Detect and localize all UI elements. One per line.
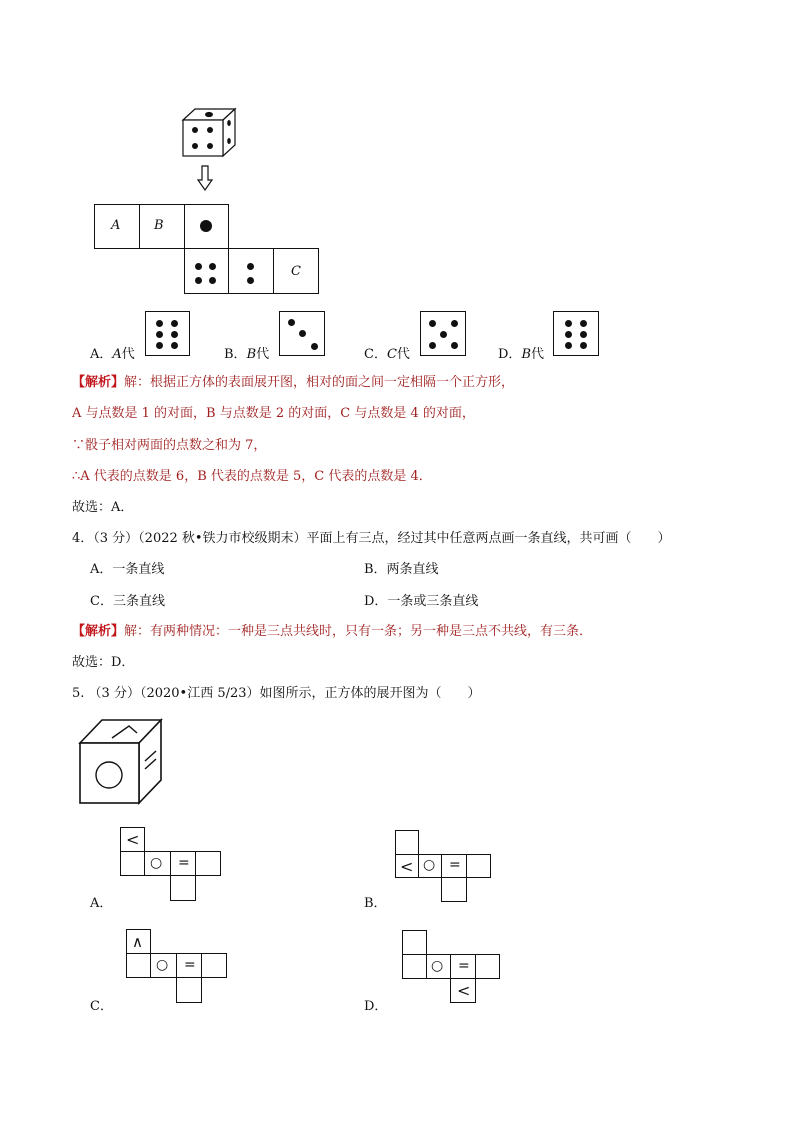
analysis-tag: 【解析】 — [72, 624, 125, 639]
pip — [565, 320, 572, 327]
pip — [209, 263, 216, 270]
pip — [429, 320, 436, 327]
pip — [580, 320, 587, 327]
net-square — [150, 953, 177, 978]
die-face-five — [420, 311, 466, 356]
net-square — [201, 953, 227, 978]
q4-option-b[interactable]: B．两条直线 — [364, 562, 439, 577]
net-face-one-dot — [184, 204, 229, 249]
pip — [288, 319, 295, 326]
net-square — [395, 854, 419, 878]
q3-analysis-line-4: ∴A 代表的点数是 6，B 代表的点数是 5，C 代表的点数是 4． — [72, 469, 432, 484]
q4-option-d[interactable]: D．一条或三条直线 — [364, 594, 479, 609]
pip — [195, 277, 202, 284]
dice-cube-illustration — [182, 108, 238, 158]
pip — [171, 342, 178, 349]
pip — [429, 342, 436, 349]
q5-option-c-label[interactable]: C． — [90, 999, 113, 1014]
pip — [580, 331, 587, 338]
net-square — [441, 877, 467, 902]
net-square — [418, 854, 442, 878]
net-square — [402, 954, 427, 979]
pip — [200, 220, 212, 232]
net-square — [402, 930, 427, 955]
q3-answer: 故选：A． — [72, 500, 134, 515]
net-square — [426, 954, 451, 979]
net-square — [144, 851, 171, 876]
q3-analysis-line-2: A 与点数是 1 的对面，B 与点数是 2 的对面，C 与点数是 4 的对面， — [72, 406, 475, 421]
net-square — [120, 827, 145, 852]
net-symbol-equals: = — [184, 957, 196, 973]
net-face-four-dots — [184, 248, 229, 294]
net-label-b: B — [154, 218, 164, 233]
q5-option-b-label[interactable]: B． — [364, 896, 387, 911]
pip — [299, 330, 306, 337]
net-symbol-circle: ○ — [150, 855, 163, 871]
q5-cube-illustration — [79, 718, 163, 804]
q5-option-a-label[interactable]: A． — [90, 896, 113, 911]
pip — [195, 263, 202, 270]
q5-stem: 5. （3 分）（2020•江西 5/23）如图所示，正方体的展开图为（ ） — [72, 686, 481, 701]
net-square — [176, 953, 202, 978]
pip — [209, 277, 216, 284]
net-symbol-equals: = — [178, 855, 190, 871]
net-face-two-dots — [228, 248, 274, 294]
q3-analysis-line-1: 【解析】解：根据正方体的表面展开图，相对的面之间一定相隔一个正方形， — [72, 375, 515, 390]
analysis-tag: 【解析】 — [72, 375, 125, 390]
pip — [580, 342, 587, 349]
net-symbol-less: < — [457, 981, 471, 1000]
q3-option-a[interactable]: A．A代 — [90, 347, 135, 362]
net-symbol-less: < — [126, 830, 140, 849]
q4-option-a[interactable]: A．一条直线 — [90, 562, 165, 577]
net-face-b — [139, 204, 185, 249]
q3-analysis-line-3: ∵骰子相对两面的点数之和为 7， — [72, 438, 267, 453]
pip — [565, 342, 572, 349]
q4-analysis: 【解析】解：有两种情况：一种是三点共线时，只有一条；另一种是三点不共线，有三条． — [72, 624, 593, 639]
net-symbol-circle: ○ — [423, 857, 436, 873]
net-square — [170, 875, 196, 901]
q4-option-c[interactable]: C．三条直线 — [90, 594, 165, 609]
net-square — [170, 851, 196, 876]
net-symbol-equals: = — [458, 958, 470, 974]
pip — [171, 320, 178, 327]
net-symbol-equals: = — [449, 857, 461, 873]
q4-stem: 4．（3 分）（2022 秋•铁力市校级期末）平面上有三点，经过其中任意两点画一条直线，共可画（ ） — [72, 531, 671, 546]
pip — [156, 320, 163, 327]
pip — [156, 342, 163, 349]
q3-option-c[interactable]: C．C代 — [364, 347, 410, 362]
pip — [440, 331, 447, 338]
q5-option-d-label[interactable]: D． — [364, 999, 388, 1014]
net-face-a — [94, 204, 140, 249]
q3-option-b[interactable]: B．B代 — [224, 347, 270, 362]
net-square — [395, 830, 419, 855]
pip — [451, 320, 458, 327]
net-square — [450, 954, 476, 979]
die-face-six — [145, 311, 190, 356]
net-square — [176, 977, 202, 1003]
q4-answer: 故选：D． — [72, 655, 135, 670]
pip — [451, 342, 458, 349]
net-square — [120, 851, 145, 876]
die-face-three — [279, 311, 325, 356]
pip — [565, 331, 572, 338]
net-square — [450, 978, 476, 1003]
net-label-a: A — [111, 218, 121, 233]
pip — [247, 277, 254, 284]
net-square — [475, 954, 500, 979]
pip — [171, 331, 178, 338]
pip — [311, 343, 318, 350]
net-square — [195, 851, 221, 876]
pip — [247, 263, 254, 270]
net-square — [466, 854, 491, 878]
net-label-c: C — [291, 264, 301, 279]
down-arrow-icon — [197, 165, 213, 191]
net-symbol-caret: ∧ — [132, 933, 143, 951]
net-square — [441, 854, 467, 878]
q3-option-d[interactable]: D．B代 — [498, 347, 545, 362]
die-face-six — [553, 311, 599, 356]
net-symbol-less: < — [400, 857, 414, 876]
net-face-c — [273, 248, 319, 294]
pip — [156, 331, 163, 338]
net-square — [126, 953, 151, 978]
net-symbol-circle: ○ — [156, 957, 169, 973]
net-square — [126, 929, 151, 954]
net-symbol-circle: ○ — [431, 958, 444, 974]
